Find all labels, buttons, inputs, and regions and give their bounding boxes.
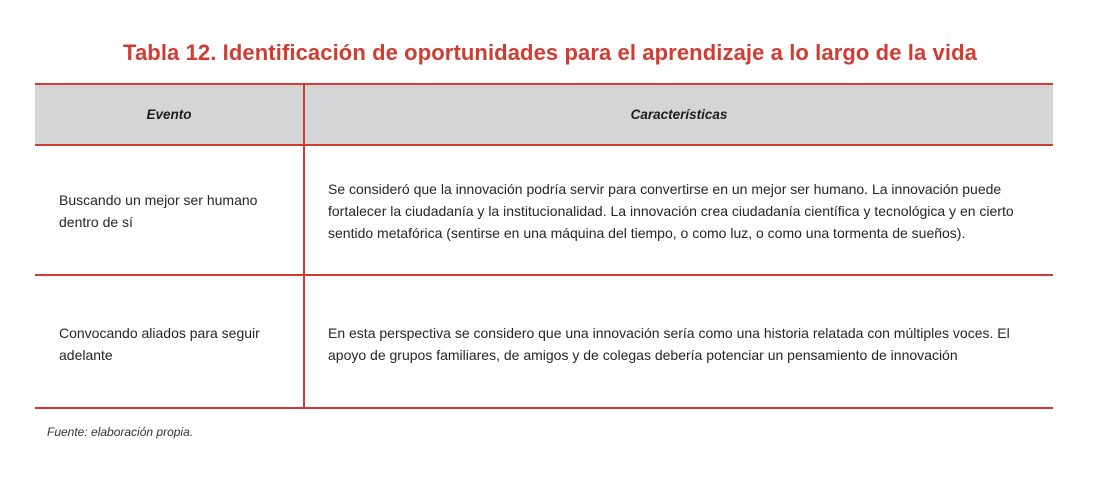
column-header-caracteristicas: Características [630, 107, 728, 122]
table-title: Tabla 12. Identificación de oportunidades para el aprendizaje a lo largo de la vida [123, 40, 977, 65]
header-bottom-border [35, 144, 1053, 146]
table-bottom-border [35, 407, 1053, 409]
opportunities-table [35, 83, 1053, 409]
table-cell-evento: Buscando un mejor ser humano dentro de sí [59, 192, 258, 230]
column-header-evento: Evento [146, 107, 192, 122]
row-divider [35, 274, 1053, 276]
source-note: Fuente: elaboración propia. [47, 425, 194, 439]
table-cell-evento: Convocando aliados para seguir adelante [59, 325, 260, 363]
table-cell-caracteristicas: Se consideró que la innovación podría servir para convertirse en un mejor ser humano. La innovación puede fortalecer la ciudadanía y la institucionalidad. La innovación crea ciudadanía científica y tecnológica y en cierto sentido metafórica (sentirse en una máquina del tiempo, o como luz, o como una tormenta de sueños). [328, 181, 1014, 241]
table-cell-caracteristicas: En esta perspectiva se considero que una innovación sería como una historia relatada con múltiples voces. El apoyo de grupos familiares, de amigos y de colegas debería potenciar un pensamiento de innovación [328, 325, 1010, 363]
